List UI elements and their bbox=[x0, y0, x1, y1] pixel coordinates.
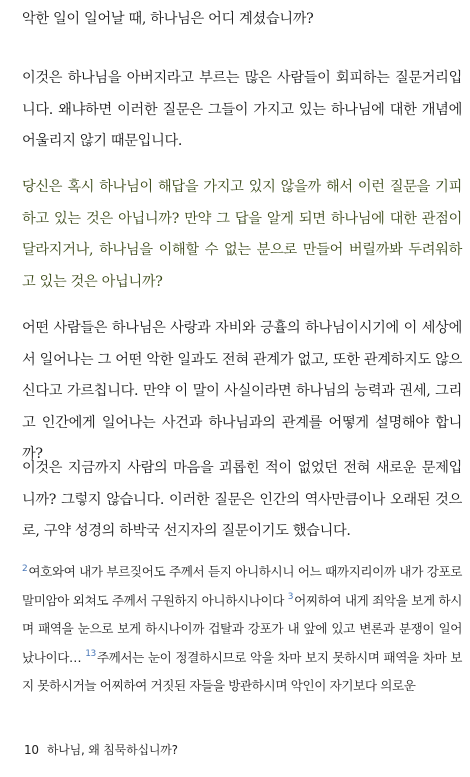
verse-text-13: 주께서는 눈이 정결하시므로 악을 차마 보지 못하시며 패역을 차마 보지 못하시거늘 어찌하여 거짓된 자들을 방관하시며 악인이 자기보다 의로운 bbox=[22, 649, 463, 693]
verse-number-2: 2 bbox=[22, 563, 28, 574]
verse-text-3: 어찌하여 내게 죄악을 보게 하시며 패역을 눈으로 보게 하시나이까 겁탈과 강포가 내 앞에 있고 변론과 분쟁이 일어났나이다… bbox=[22, 592, 462, 665]
page-number: 10 bbox=[24, 743, 39, 757]
verse-text-2: 여호와여 내가 부르짖어도 주께서 듣지 아니하시니 어느 때까지리이까 내가 강포로 말미암아 외쳐도 주께서 구원하지 아니하시나이다 bbox=[22, 564, 462, 608]
body-paragraph-4: 이것은 지금까지 사람의 마음을 괴롭힌 적이 없었던 전혀 새로운 문제입니까? 그렇지 않습니다. 이러한 질문은 인간의 역사만큼이나 오래된 것으로, 구약 성경의 하박국 선지자의 질문이기도 했습니다. bbox=[22, 460, 462, 539]
verse-number-3: 3 bbox=[287, 592, 294, 603]
opening-question: 악한 일이 일어날 때, 하나님은 어디 계셨습니까? bbox=[22, 11, 314, 27]
page-footer bbox=[24, 741, 178, 758]
body-paragraph-2: 당신은 혹시 하나님이 해답을 가지고 있지 않을까 해서 이런 질문을 기피하고 있는 것은 아닙니까? 만약 그 답을 알게 되면 하나님에 대한 관점이 달라지거나, 하나님을 이해할 수 없는 분으로 만들어 버릴까봐 두려워하고 있는 것은 아닙니까? bbox=[22, 179, 462, 290]
body-paragraph-3: 어떤 사람들은 하나님은 사랑과 자비와 긍휼의 하나님이시기에 이 세상에서 일어나는 그 어떤 악한 일과도 전혀 관계가 없고, 또한 관계하지도 않으신다고 가르칩니다. 만약 이 말이 사실이라면 하나님의 능력과 권세, 그리고 인간에게 일어나는 사건과 하나님과의 관계를 어떻게 설명해야 합니까? bbox=[22, 320, 462, 462]
verse-number-13: 13 bbox=[85, 649, 96, 660]
scripture-quote bbox=[22, 558, 462, 701]
body-paragraph-1: 이것은 하나님을 아버지라고 부르는 많은 사람들이 회피하는 질문거리입니다. 왜냐하면 이러한 질문은 그들이 가지고 있는 하나님에 대한 개념에 어울리지 않기 때문입니다. bbox=[22, 70, 462, 149]
running-title: 하나님, 왜 침묵하십니까? bbox=[46, 743, 178, 757]
